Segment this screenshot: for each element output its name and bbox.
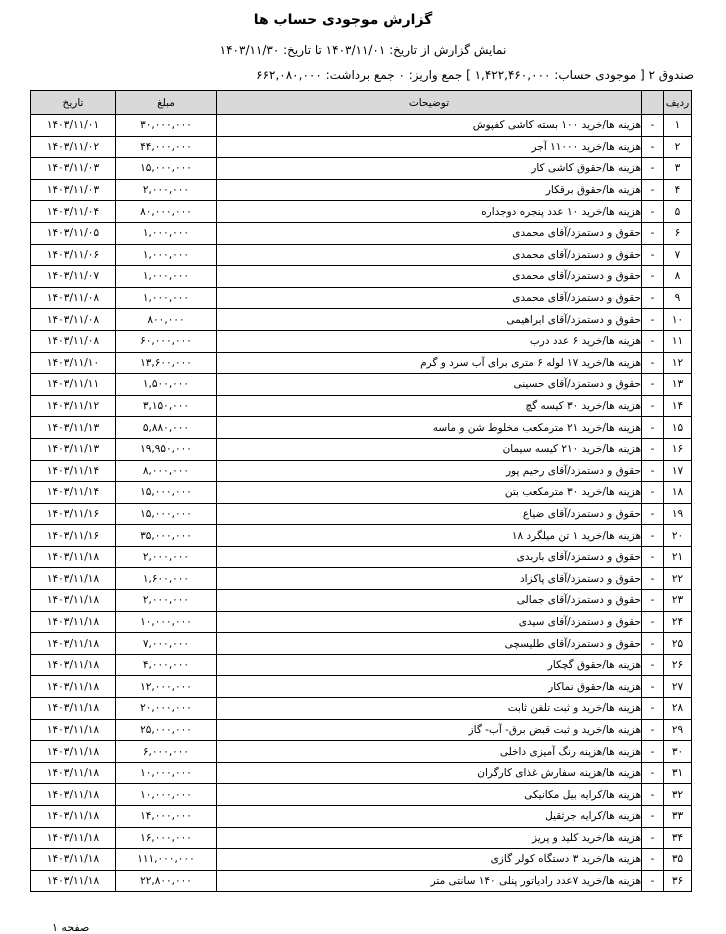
- row-number-cell: ۲۸: [664, 698, 692, 720]
- row-description-cell: هزینه ها/خرید ۱۰ عدد پنجره دوجداره: [217, 201, 642, 223]
- row-description-cell: هزینه ها/کرایه جرثقیل: [217, 806, 642, 828]
- row-number-cell: ۱۵: [664, 417, 692, 439]
- row-description-cell: هزینه ها/هزینه رنگ آمیزی داخلی: [217, 741, 642, 763]
- row-description-cell: هزینه ها/خرید ۱ تن میلگرد ۱۸: [217, 525, 642, 547]
- table-row: [31, 309, 692, 331]
- table-row: [31, 417, 692, 439]
- row-description-cell: هزینه ها/حقوق گچکار: [217, 654, 642, 676]
- row-description-cell: حقوق و دستمزد/آقای طلیسچی: [217, 633, 642, 655]
- row-mark-cell: -: [642, 762, 664, 784]
- row-amount-cell: ۱,۰۰۰,۰۰۰: [116, 287, 217, 309]
- row-amount-cell: ۲۲,۸۰۰,۰۰۰: [116, 870, 217, 892]
- row-description-cell: هزینه ها/خرید ۶ عدد درب: [217, 330, 642, 352]
- table-row: [31, 698, 692, 720]
- row-amount-cell: ۶,۰۰۰,۰۰۰: [116, 741, 217, 763]
- row-description-cell: هزینه ها/خرید ۲۱ مترمکعب مخلوط شن و ماسه: [217, 417, 642, 439]
- table-row: [31, 849, 692, 871]
- row-description-cell: هزینه ها/خرید ۳۰ کیسه گچ: [217, 395, 642, 417]
- row-description-cell: حقوق و دستمزد/آقای پاکزاد: [217, 568, 642, 590]
- row-mark-cell: -: [642, 827, 664, 849]
- row-mark-cell: -: [642, 676, 664, 698]
- row-mark-cell: -: [642, 460, 664, 482]
- row-amount-cell: ۱۳,۶۰۰,۰۰۰: [116, 352, 217, 374]
- row-amount-cell: ۱۱۱,۰۰۰,۰۰۰: [116, 849, 217, 871]
- row-date-cell: ۱۴۰۳/۱۱/۱۸: [31, 741, 116, 763]
- row-mark-cell: -: [642, 806, 664, 828]
- row-number-cell: ۳۶: [664, 870, 692, 892]
- table-row: [31, 827, 692, 849]
- table-row: [31, 741, 692, 763]
- row-number-cell: ۳: [664, 158, 692, 180]
- row-description-cell: حقوق و دستمزد/آقای حسینی: [217, 374, 642, 396]
- table-row: [31, 525, 692, 547]
- row-description-cell: حقوق و دستمزد/آقای باربدی: [217, 546, 642, 568]
- table-row: [31, 438, 692, 460]
- table-row: [31, 568, 692, 590]
- row-description-cell: حقوق و دستمزد/آقای ابراهیمی: [217, 309, 642, 331]
- row-mark-cell: -: [642, 590, 664, 612]
- row-amount-cell: ۳۵,۰۰۰,۰۰۰: [116, 525, 217, 547]
- row-number-cell: ۲۱: [664, 546, 692, 568]
- row-number-cell: ۹: [664, 287, 692, 309]
- table-header-row: [31, 91, 692, 115]
- row-mark-cell: -: [642, 158, 664, 180]
- page-number: صفحه ۱: [52, 921, 90, 934]
- row-mark-cell: -: [642, 438, 664, 460]
- row-number-cell: ۲۹: [664, 719, 692, 741]
- table-row: [31, 719, 692, 741]
- header-row-number: ردیف: [664, 91, 692, 115]
- row-number-cell: ۲۴: [664, 611, 692, 633]
- row-number-cell: ۲۷: [664, 676, 692, 698]
- row-description-cell: هزینه ها/خرید ۱۷ لوله ۶ متری برای آب سرد و گرم: [217, 352, 642, 374]
- row-amount-cell: ۴,۰۰۰,۰۰۰: [116, 654, 217, 676]
- row-date-cell: ۱۴۰۳/۱۱/۰۸: [31, 330, 116, 352]
- row-number-cell: ۴: [664, 179, 692, 201]
- row-date-cell: ۱۴۰۳/۱۱/۱۸: [31, 546, 116, 568]
- table-row: [31, 870, 692, 892]
- row-description-cell: هزینه ها/خرید کلید و پریز: [217, 827, 642, 849]
- table-row: [31, 546, 692, 568]
- row-description-cell: هزینه ها/خرید ۱۰۰ بسته کاشی کفپوش: [217, 115, 642, 137]
- row-number-cell: ۲۵: [664, 633, 692, 655]
- row-date-cell: ۱۴۰۳/۱۱/۱۸: [31, 611, 116, 633]
- row-amount-cell: ۱۰,۰۰۰,۰۰۰: [116, 611, 217, 633]
- row-number-cell: ۳۰: [664, 741, 692, 763]
- row-mark-cell: -: [642, 179, 664, 201]
- row-mark-cell: -: [642, 654, 664, 676]
- row-number-cell: ۳۴: [664, 827, 692, 849]
- row-amount-cell: ۴۴,۰۰۰,۰۰۰: [116, 136, 217, 158]
- table-header: [31, 91, 692, 115]
- row-date-cell: ۱۴۰۳/۱۱/۱۸: [31, 806, 116, 828]
- row-date-cell: ۱۴۰۳/۱۱/۱۸: [31, 654, 116, 676]
- row-date-cell: ۱۴۰۳/۱۱/۱۳: [31, 417, 116, 439]
- row-amount-cell: ۲۰,۰۰۰,۰۰۰: [116, 698, 217, 720]
- row-date-cell: ۱۴۰۳/۱۱/۰۸: [31, 287, 116, 309]
- row-description-cell: حقوق و دستمزد/آقای رحیم پور: [217, 460, 642, 482]
- row-mark-cell: -: [642, 719, 664, 741]
- table-row: [31, 395, 692, 417]
- row-number-cell: ۳۳: [664, 806, 692, 828]
- report-date-range: نمایش گزارش از تاریخ: ۱۴۰۳/۱۱/۰۱ تا تاریخ: ۱۴۰۳/۱۱/۳۰: [219, 43, 507, 57]
- row-number-cell: ۳۱: [664, 762, 692, 784]
- row-date-cell: ۱۴۰۳/۱۱/۱۸: [31, 784, 116, 806]
- row-mark-cell: -: [642, 546, 664, 568]
- row-amount-cell: ۱۰,۰۰۰,۰۰۰: [116, 784, 217, 806]
- row-number-cell: ۱۲: [664, 352, 692, 374]
- row-date-cell: ۱۴۰۳/۱۱/۱۴: [31, 482, 116, 504]
- table-row: [31, 244, 692, 266]
- row-number-cell: ۱: [664, 115, 692, 137]
- row-description-cell: هزینه ها/خرید و ثبت قبض برق- آب- گاز: [217, 719, 642, 741]
- row-mark-cell: -: [642, 568, 664, 590]
- row-date-cell: ۱۴۰۳/۱۱/۰۷: [31, 266, 116, 288]
- row-mark-cell: -: [642, 136, 664, 158]
- row-amount-cell: ۸۰,۰۰۰,۰۰۰: [116, 201, 217, 223]
- row-number-cell: ۲۰: [664, 525, 692, 547]
- row-description-cell: هزینه ها/خرید ۳۰ مترمکعب بتن: [217, 482, 642, 504]
- header-description: توضیحات: [217, 91, 642, 115]
- row-amount-cell: ۷,۰۰۰,۰۰۰: [116, 633, 217, 655]
- row-number-cell: ۳۵: [664, 849, 692, 871]
- row-date-cell: ۱۴۰۳/۱۱/۰۱: [31, 115, 116, 137]
- row-amount-cell: ۵,۸۸۰,۰۰۰: [116, 417, 217, 439]
- table-row: [31, 201, 692, 223]
- row-number-cell: ۳۲: [664, 784, 692, 806]
- row-date-cell: ۱۴۰۳/۱۱/۱۸: [31, 719, 116, 741]
- row-mark-cell: -: [642, 115, 664, 137]
- row-number-cell: ۸: [664, 266, 692, 288]
- row-number-cell: ۱۰: [664, 309, 692, 331]
- account-summary: صندوق ۲ [ موجودی حساب: ۱,۴۲۲,۴۶۰,۰۰۰ ] جمع واریز: ۰ جمع برداشت: ۶۶۲,۰۸۰,۰۰۰: [256, 68, 694, 82]
- row-date-cell: ۱۴۰۳/۱۱/۱۳: [31, 438, 116, 460]
- header-amount: مبلغ: [116, 91, 217, 115]
- table-row: [31, 115, 692, 137]
- row-amount-cell: ۱۰,۰۰۰,۰۰۰: [116, 762, 217, 784]
- table-row: [31, 482, 692, 504]
- row-description-cell: حقوق و دستمزد/آقای محمدی: [217, 287, 642, 309]
- table-row: [31, 654, 692, 676]
- row-date-cell: ۱۴۰۳/۱۱/۱۸: [31, 762, 116, 784]
- row-date-cell: ۱۴۰۳/۱۱/۱۸: [31, 633, 116, 655]
- row-amount-cell: ۱۵,۰۰۰,۰۰۰: [116, 158, 217, 180]
- row-mark-cell: -: [642, 633, 664, 655]
- row-amount-cell: ۲,۰۰۰,۰۰۰: [116, 179, 217, 201]
- row-amount-cell: ۱۴,۰۰۰,۰۰۰: [116, 806, 217, 828]
- table-row: [31, 611, 692, 633]
- row-amount-cell: ۱۵,۰۰۰,۰۰۰: [116, 482, 217, 504]
- row-date-cell: ۱۴۰۳/۱۱/۱۰: [31, 352, 116, 374]
- row-mark-cell: -: [642, 395, 664, 417]
- table-row: [31, 266, 692, 288]
- row-amount-cell: ۸,۰۰۰,۰۰۰: [116, 460, 217, 482]
- row-description-cell: هزینه ها/خرید ۲۱۰ کیسه سیمان: [217, 438, 642, 460]
- row-date-cell: ۱۴۰۳/۱۱/۰۳: [31, 179, 116, 201]
- row-number-cell: ۱۹: [664, 503, 692, 525]
- row-mark-cell: -: [642, 482, 664, 504]
- table-row: [31, 762, 692, 784]
- row-date-cell: ۱۴۰۳/۱۱/۱۸: [31, 568, 116, 590]
- table-row: [31, 158, 692, 180]
- row-number-cell: ۲۶: [664, 654, 692, 676]
- table-row: [31, 179, 692, 201]
- table-row: [31, 222, 692, 244]
- row-date-cell: ۱۴۰۳/۱۱/۰۴: [31, 201, 116, 223]
- row-number-cell: ۲۳: [664, 590, 692, 612]
- table-row: [31, 806, 692, 828]
- table-row: [31, 374, 692, 396]
- row-mark-cell: -: [642, 417, 664, 439]
- row-number-cell: ۱۸: [664, 482, 692, 504]
- row-description-cell: هزینه ها/حقوق برقکار: [217, 179, 642, 201]
- row-amount-cell: ۱,۰۰۰,۰۰۰: [116, 244, 217, 266]
- row-number-cell: ۱۱: [664, 330, 692, 352]
- row-amount-cell: ۱,۰۰۰,۰۰۰: [116, 222, 217, 244]
- table-row: [31, 503, 692, 525]
- row-mark-cell: -: [642, 503, 664, 525]
- row-amount-cell: ۲,۰۰۰,۰۰۰: [116, 590, 217, 612]
- row-amount-cell: ۱,۶۰۰,۰۰۰: [116, 568, 217, 590]
- row-description-cell: هزینه ها/هزینه سفارش غذای کارگران: [217, 762, 642, 784]
- row-amount-cell: ۲,۰۰۰,۰۰۰: [116, 546, 217, 568]
- row-description-cell: هزینه ها/کرایه بیل مکانیکی: [217, 784, 642, 806]
- row-mark-cell: -: [642, 352, 664, 374]
- row-number-cell: ۵: [664, 201, 692, 223]
- row-mark-cell: -: [642, 698, 664, 720]
- row-mark-cell: -: [642, 309, 664, 331]
- row-date-cell: ۱۴۰۳/۱۱/۰۸: [31, 309, 116, 331]
- header-mark: [642, 91, 664, 115]
- row-amount-cell: ۳,۱۵۰,۰۰۰: [116, 395, 217, 417]
- row-amount-cell: ۱,۰۰۰,۰۰۰: [116, 266, 217, 288]
- row-mark-cell: -: [642, 849, 664, 871]
- row-number-cell: ۶: [664, 222, 692, 244]
- transactions-table: [30, 90, 692, 892]
- row-date-cell: ۱۴۰۳/۱۱/۱۸: [31, 849, 116, 871]
- row-mark-cell: -: [642, 222, 664, 244]
- row-description-cell: هزینه ها/حقوق نماکار: [217, 676, 642, 698]
- row-date-cell: ۱۴۰۳/۱۱/۱۲: [31, 395, 116, 417]
- table-row: [31, 784, 692, 806]
- row-date-cell: ۱۴۰۳/۱۱/۱۶: [31, 503, 116, 525]
- table-row: [31, 136, 692, 158]
- row-date-cell: ۱۴۰۳/۱۱/۰۲: [31, 136, 116, 158]
- row-date-cell: ۱۴۰۳/۱۱/۱۱: [31, 374, 116, 396]
- table-row: [31, 352, 692, 374]
- table-body: [31, 115, 692, 892]
- row-mark-cell: -: [642, 266, 664, 288]
- row-amount-cell: ۲۵,۰۰۰,۰۰۰: [116, 719, 217, 741]
- row-description-cell: حقوق و دستمزد/آقای جمالی: [217, 590, 642, 612]
- row-description-cell: هزینه ها/خرید ۱۱۰۰۰ آجر: [217, 136, 642, 158]
- row-description-cell: حقوق و دستمزد/آقای محمدی: [217, 222, 642, 244]
- row-date-cell: ۱۴۰۳/۱۱/۰۳: [31, 158, 116, 180]
- row-date-cell: ۱۴۰۳/۱۱/۰۵: [31, 222, 116, 244]
- row-number-cell: ۱۶: [664, 438, 692, 460]
- table-row: [31, 590, 692, 612]
- row-amount-cell: ۸۰۰,۰۰۰: [116, 309, 217, 331]
- table-row: [31, 330, 692, 352]
- row-description-cell: هزینه ها/خرید و ثبت تلفن ثابت: [217, 698, 642, 720]
- row-description-cell: حقوق و دستمزد/آقای ضیاع: [217, 503, 642, 525]
- row-date-cell: ۱۴۰۳/۱۱/۱۸: [31, 698, 116, 720]
- row-date-cell: ۱۴۰۳/۱۱/۱۴: [31, 460, 116, 482]
- row-number-cell: ۲۲: [664, 568, 692, 590]
- row-description-cell: حقوق و دستمزد/آقای محمدی: [217, 266, 642, 288]
- row-date-cell: ۱۴۰۳/۱۱/۱۸: [31, 590, 116, 612]
- row-number-cell: ۱۳: [664, 374, 692, 396]
- row-mark-cell: -: [642, 244, 664, 266]
- row-mark-cell: -: [642, 330, 664, 352]
- row-date-cell: ۱۴۰۳/۱۱/۰۶: [31, 244, 116, 266]
- row-description-cell: هزینه ها/خرید ۳ دستگاه کولر گازی: [217, 849, 642, 871]
- row-number-cell: ۱۴: [664, 395, 692, 417]
- row-mark-cell: -: [642, 741, 664, 763]
- row-mark-cell: -: [642, 870, 664, 892]
- header-date: تاریخ: [31, 91, 116, 115]
- table-row: [31, 460, 692, 482]
- row-mark-cell: -: [642, 525, 664, 547]
- row-mark-cell: -: [642, 784, 664, 806]
- row-description-cell: هزینه ها/حقوق کاشی کار: [217, 158, 642, 180]
- row-amount-cell: ۱,۵۰۰,۰۰۰: [116, 374, 217, 396]
- table-row: [31, 287, 692, 309]
- row-date-cell: ۱۴۰۳/۱۱/۱۶: [31, 525, 116, 547]
- row-description-cell: حقوق و دستمزد/آقای سیدی: [217, 611, 642, 633]
- row-mark-cell: -: [642, 287, 664, 309]
- row-amount-cell: ۳۰,۰۰۰,۰۰۰: [116, 115, 217, 137]
- row-date-cell: ۱۴۰۳/۱۱/۱۸: [31, 827, 116, 849]
- row-mark-cell: -: [642, 374, 664, 396]
- row-number-cell: ۲: [664, 136, 692, 158]
- row-amount-cell: ۶۰,۰۰۰,۰۰۰: [116, 330, 217, 352]
- table-row: [31, 633, 692, 655]
- row-date-cell: ۱۴۰۳/۱۱/۱۸: [31, 870, 116, 892]
- row-amount-cell: ۱۲,۰۰۰,۰۰۰: [116, 676, 217, 698]
- row-amount-cell: ۱۶,۰۰۰,۰۰۰: [116, 827, 217, 849]
- row-description-cell: حقوق و دستمزد/آقای محمدی: [217, 244, 642, 266]
- row-mark-cell: -: [642, 201, 664, 223]
- row-mark-cell: -: [642, 611, 664, 633]
- row-amount-cell: ۱۹,۹۵۰,۰۰۰: [116, 438, 217, 460]
- row-amount-cell: ۱۵,۰۰۰,۰۰۰: [116, 503, 217, 525]
- row-description-cell: هزینه ها/خرید ۷عدد رادیاتور پنلی ۱۴۰ سانتی متر: [217, 870, 642, 892]
- table-row: [31, 676, 692, 698]
- row-number-cell: ۷: [664, 244, 692, 266]
- row-number-cell: ۱۷: [664, 460, 692, 482]
- report-title: گزارش موجودی حساب ها: [253, 12, 433, 28]
- row-date-cell: ۱۴۰۳/۱۱/۱۸: [31, 676, 116, 698]
